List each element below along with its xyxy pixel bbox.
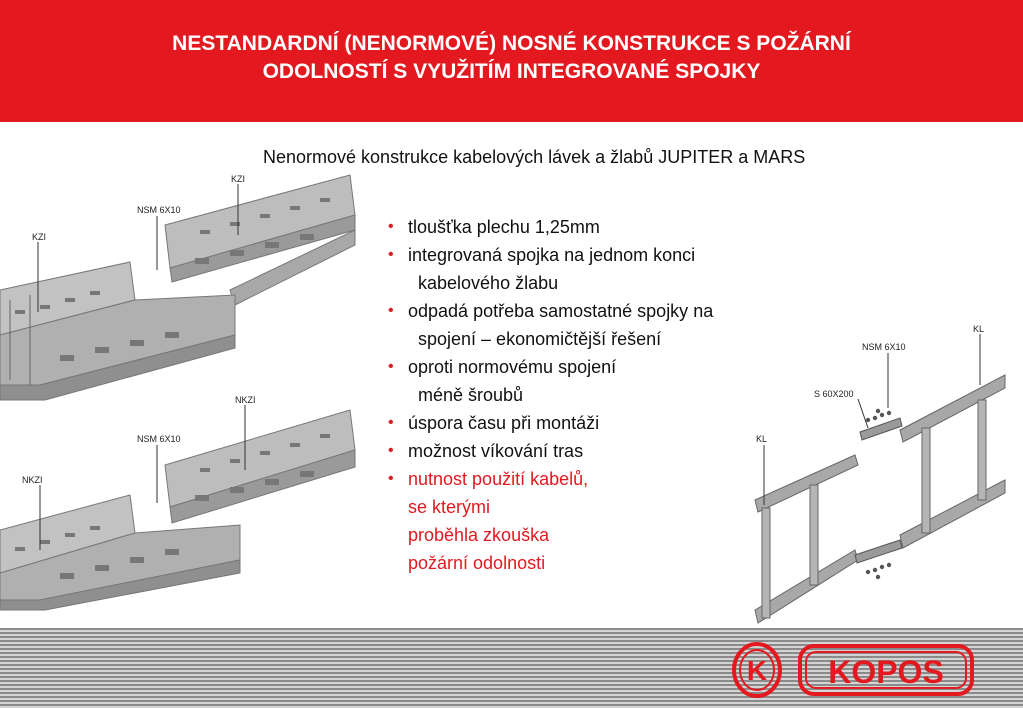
list-item-continuation: požární odolnosti <box>408 553 546 573</box>
title-line-2: ODOLNOSTÍ S VYUŽITÍM INTEGROVANÉ SPOJKY <box>262 60 761 83</box>
label-kl-left: KL <box>756 434 768 444</box>
logo-wordmark: KOPOS <box>828 654 944 690</box>
tray-illustration-nkzi <box>0 395 360 615</box>
label-s-ladder: S 60X200 <box>814 389 854 399</box>
list-item-continuation: proběhla zkouška <box>408 525 550 545</box>
list-item-continuation: spojení – ekonomičtější řešení <box>418 329 662 349</box>
feature-list <box>388 213 828 577</box>
logo-mark: K <box>746 655 768 686</box>
subtitle: Nenormové konstrukce kabelových lávek a žlabů JUPITER a MARS <box>263 147 806 167</box>
label-kzi-right: KZI <box>231 174 246 184</box>
list-item: • možnost víkování tras <box>388 441 584 461</box>
tray-right <box>165 175 355 305</box>
list-item-continuation: méně šroubů <box>418 385 524 405</box>
list-item-continuation: se kterými <box>408 497 491 517</box>
label-nsm-bottom: NSM 6X10 <box>137 434 181 444</box>
list-item: • integrovaná spojka na jednom konci <box>388 245 696 265</box>
tray-left <box>0 262 235 400</box>
label-nkzi-right: NKZI <box>235 395 256 405</box>
list-item: • úspora času při montáži <box>388 413 600 433</box>
list-item-warning: • nutnost použití kabelů, <box>388 469 589 489</box>
tray-illustration-kzi <box>0 170 360 410</box>
list-item: • tloušťka plechu 1,25mm <box>388 217 600 237</box>
slide-title <box>62 30 962 86</box>
label-nkzi-left: NKZI <box>22 475 43 485</box>
list-item: • odpadá potřeba samostatné spojky na <box>388 301 714 321</box>
kopos-logo <box>730 640 980 700</box>
label-nsm-ladder: NSM 6X10 <box>862 342 906 352</box>
label-kl-right: KL <box>973 324 985 334</box>
title-line-1: NESTANDARDNÍ (NENORMOVÉ) NOSNÉ KONSTRUKCE S POŽÁRNÍ <box>172 32 851 55</box>
list-item: • oproti normovému spojení <box>388 357 617 377</box>
list-item-continuation: kabelového žlabu <box>418 273 559 293</box>
tray-right-nkzi <box>165 410 355 523</box>
title-banner <box>0 0 1023 122</box>
label-nsm-top: NSM 6X10 <box>137 205 181 215</box>
label-kzi-left: KZI <box>32 232 47 242</box>
ladder-right <box>900 375 1005 548</box>
